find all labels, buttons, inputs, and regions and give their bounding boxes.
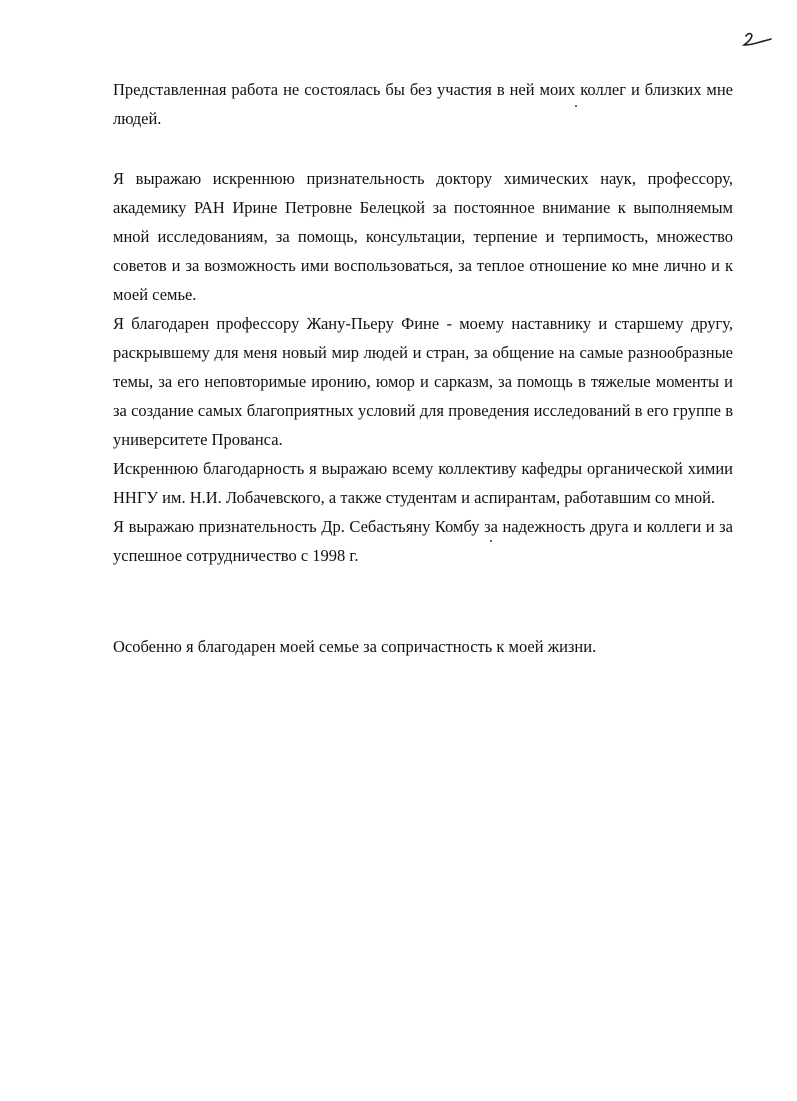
intro-paragraph: Представленная работа не состоялась бы без участия в ней моих коллег и близких мне людей.: [113, 80, 733, 128]
handwritten-page-number: [738, 28, 774, 52]
family-paragraph: Особенно я благодарен моей семье за сопричастность к моей жизни.: [113, 637, 597, 656]
finet-paragraph: Я благодарен профессору Жану-Пьеру Фине - моему наставнику и старшему другу, раскрывшему для меня новый мир людей и стран, за общение на самые разнообразные темы, за его неповторимые иронию, юмор и сарказм, за помощь в тяжелые моменты и за создание самых благоприятных условий для проведения исследований в его группе в университете Прованса.: [113, 314, 733, 449]
intro-paragraph-block: [113, 75, 733, 133]
family-paragraph-block: [113, 632, 733, 661]
combes-paragraph: Я выражаю признательность Др. Себастьяну Комбу за надежность друга и коллеги и за успешное сотрудничество с 1998 г.: [113, 517, 733, 565]
acknowledgements-block: [113, 164, 733, 570]
beletskaya-paragraph: Я выражаю искреннюю признательность доктору химических наук, профессору, академику РАН Ирине Петровне Белецкой за постоянное внимание к выполняемым мной исследованиям, за помощь, консультации, терпение и терпимость, множество советов и за возможность ими воспользоваться, за теплое отношение ко мне лично и к моей семье.: [113, 169, 733, 304]
department-paragraph: Искреннюю благодарность я выражаю всему коллективу кафедры органической химии ННГУ им. Н.И. Лобачевского, а также студентам и аспирантам, работавшим со мной.: [113, 459, 733, 507]
scan-speck: [575, 105, 577, 107]
scan-speck: [490, 540, 492, 542]
